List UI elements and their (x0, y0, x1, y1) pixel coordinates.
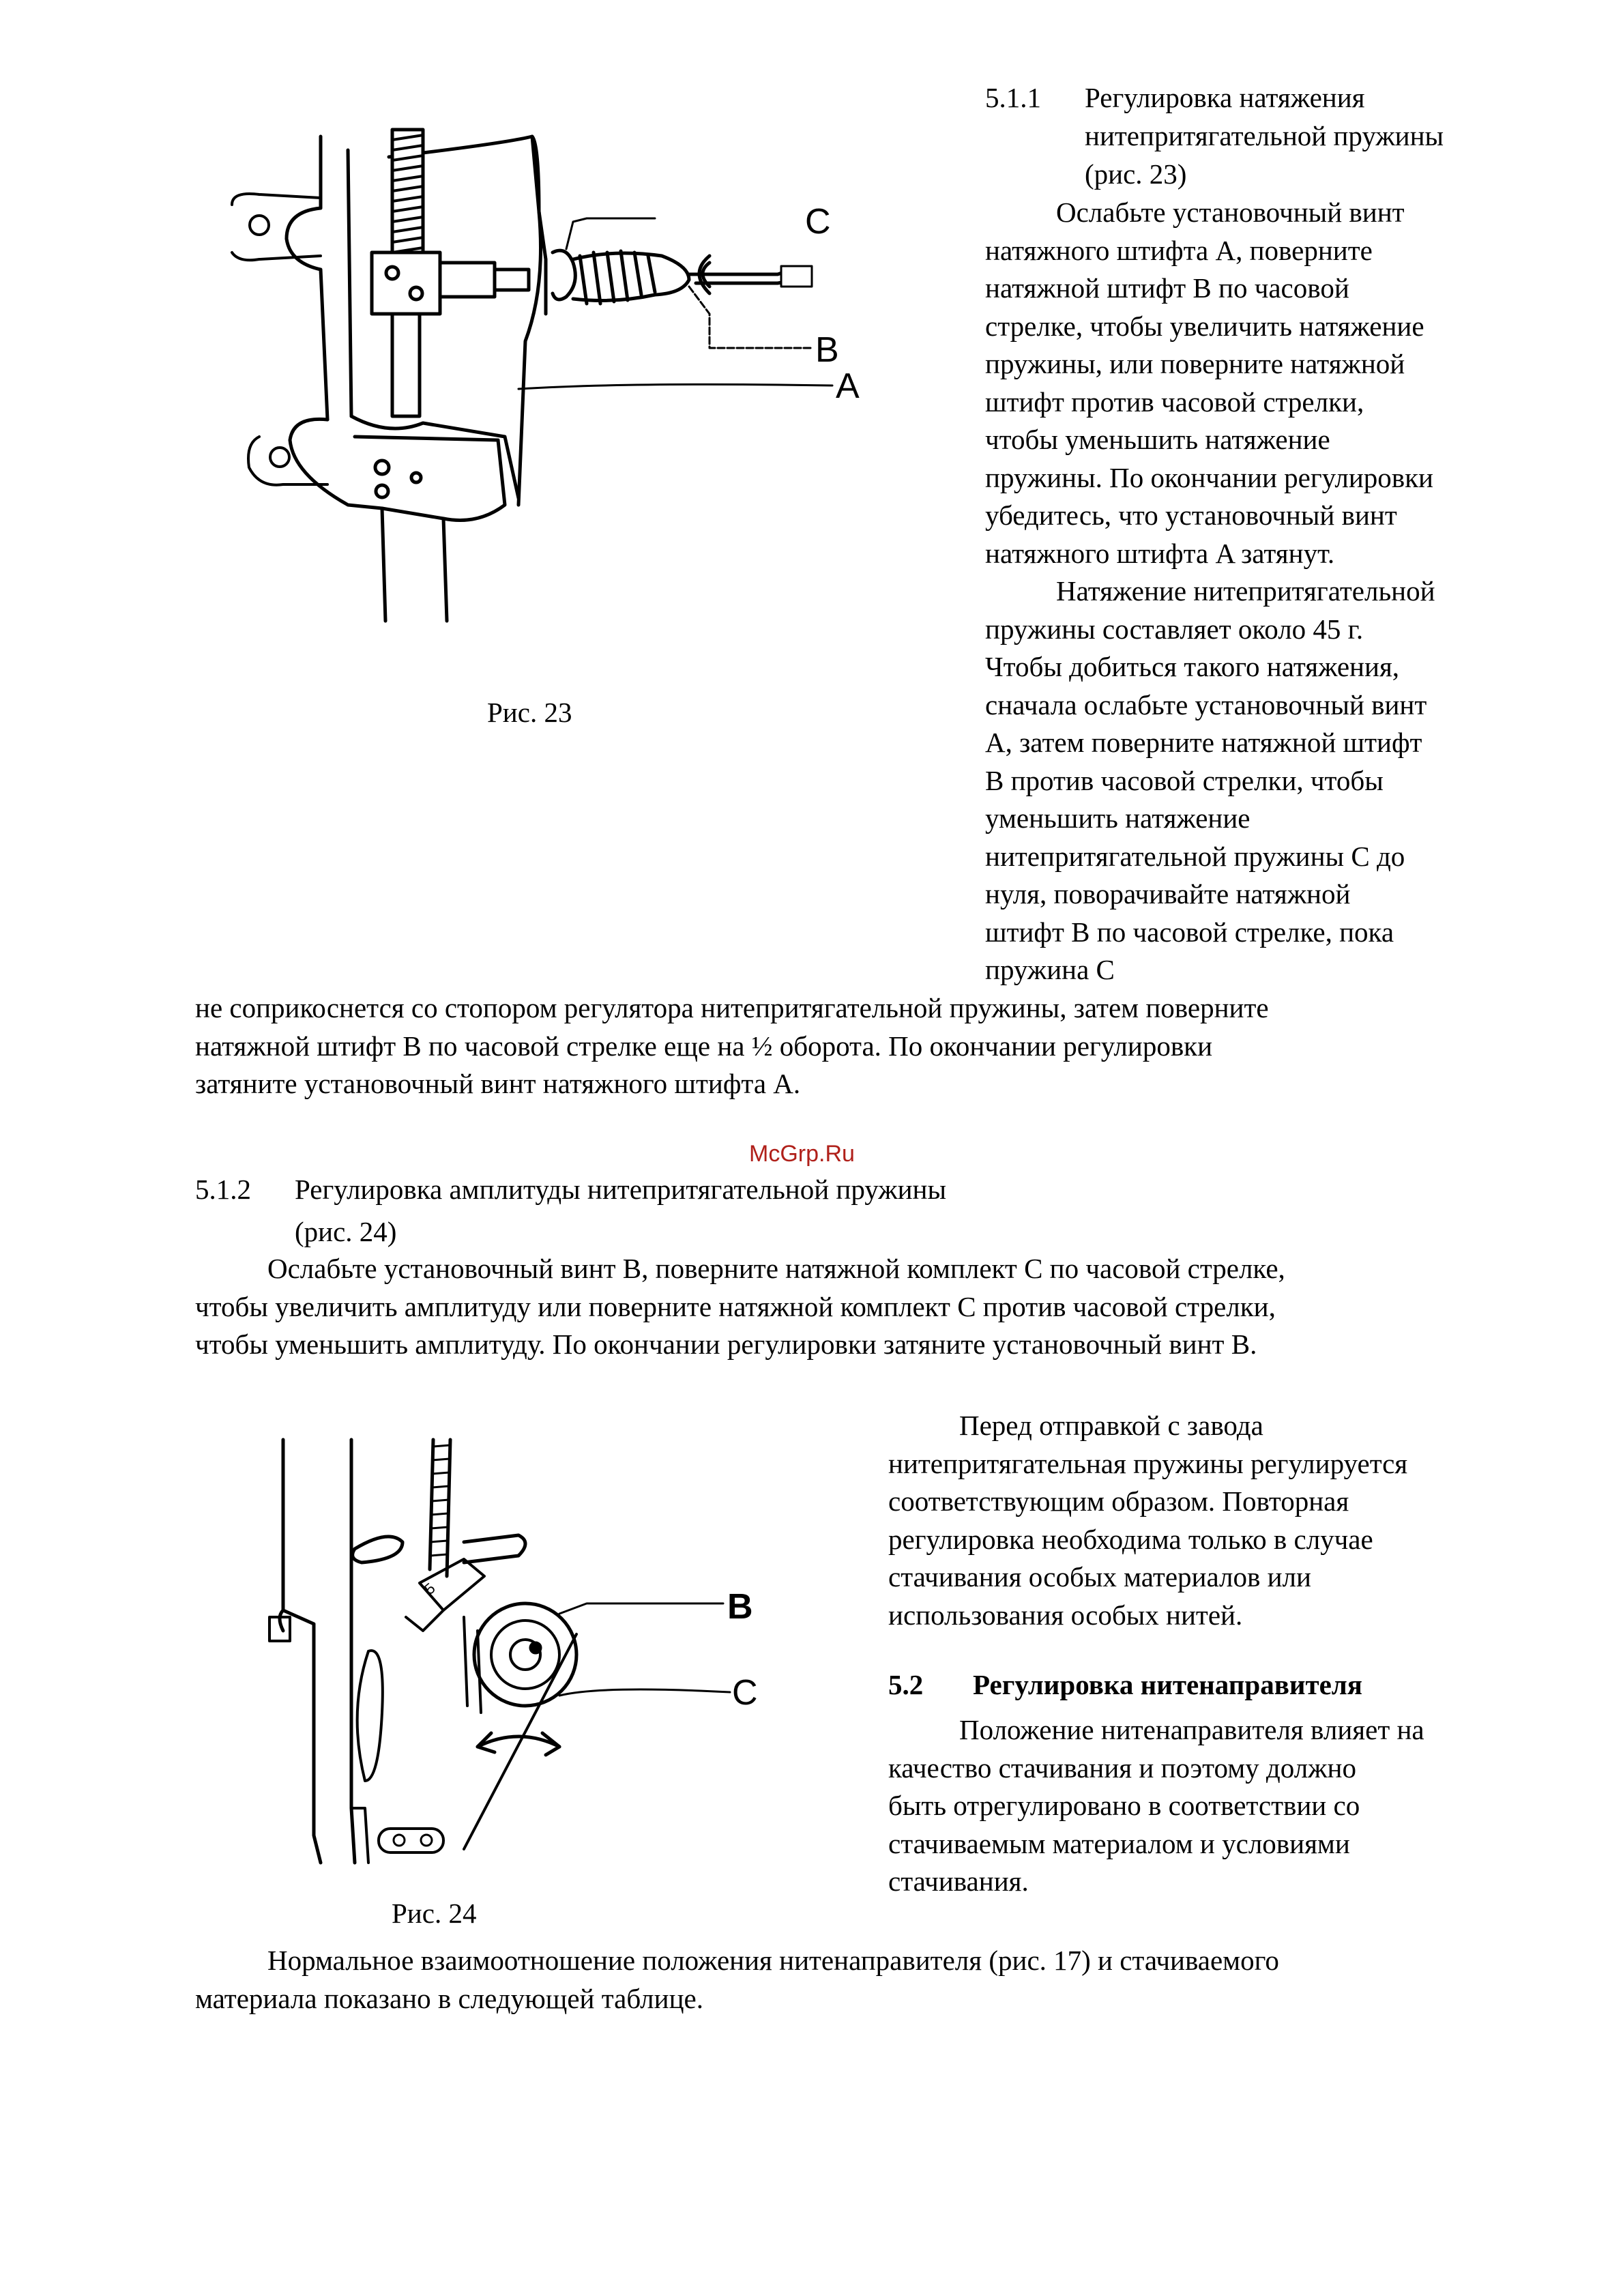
fig24-label-b: B (727, 1587, 753, 1627)
s511-text-line: пружины составляет около 45 г. (985, 613, 1364, 645)
factory-note-line: Перед отправкой с завода (959, 1410, 1263, 1441)
s511-text-line: стрелке, чтобы увеличить натяжение (985, 310, 1424, 342)
s52-text-line: стачивания. (888, 1865, 1029, 1897)
s511-text-line: чтобы уменьшить натяжение (985, 424, 1330, 455)
s511-text-line: пружины. По окончании регулировки (985, 461, 1433, 493)
bottom-text-line: Нормальное взаимоотношение положения нитенаправителя (рис. 17) и стачиваемого (267, 1945, 1279, 1976)
figure-23 (218, 116, 928, 635)
fig23-label-c: C (805, 202, 831, 242)
s512-title-ref: (рис. 24) (295, 1216, 397, 1247)
s512-title: Регулировка амплитуды нитепритягательной пружины (295, 1174, 947, 1205)
fig23-label-a: A (836, 366, 860, 406)
s52-number: 5.2 (888, 1669, 924, 1700)
factory-note-line: стачивания особых материалов или (888, 1561, 1311, 1593)
s52-text-line: стачиваемым материалом и условиями (888, 1827, 1350, 1859)
figure-24 (259, 1426, 805, 1876)
s511-text-line: нитепритягательной пружины C до (985, 840, 1405, 872)
s511-title-line-3: (рис. 23) (1085, 158, 1187, 190)
bottom-text-line: материала показано в следующей таблице. (195, 1982, 703, 2014)
s511-text-line: штифт B по часовой стрелке, пока (985, 916, 1394, 948)
s512-text-line: Ослабьте установочный винт B, поверните натяжной комплект C по часовой стрелке, (267, 1253, 1285, 1284)
watermark: McGrp.Ru (749, 1141, 855, 1167)
s511-full-line: натяжной штифт B по часовой стрелке еще на ½ оборота. По окончании регулировки (195, 1030, 1213, 1062)
s511-text-line: штифт против часовой стрелки, (985, 386, 1364, 418)
s511-text-line: нуля, поворачивайте натяжной (985, 878, 1351, 910)
s511-number: 5.1.1 (985, 82, 1041, 113)
fig23-label-b: B (815, 330, 839, 370)
fig24-scale-mark: 5 (421, 1579, 439, 1598)
s511-text-line: пружина C (985, 954, 1115, 985)
factory-note-line: регулировка необходима только в случае (888, 1523, 1373, 1555)
factory-note (888, 1407, 1407, 1634)
factory-note-line: использования особых нитей. (888, 1599, 1243, 1631)
s511-full-line: не соприкоснется со стопором регулятора нитепритягательной пружины, затем поверните (195, 992, 1269, 1023)
fig24-caption: Рис. 24 (392, 1898, 477, 1929)
s511-title-line-1: Регулировка натяжения (1085, 82, 1365, 113)
factory-note-line: нитепритягательная пружины регулируется (888, 1447, 1408, 1479)
s52-text-line: качество стачивания и поэтому должно (888, 1752, 1356, 1784)
factory-note-line: соответствующим образом. Повторная (888, 1485, 1349, 1517)
s511-text-line: сначала ослабьте установочный винт (985, 688, 1427, 721)
s511-text-line: A, затем поверните натяжной штифт (985, 727, 1422, 758)
s511-title-line-2: нитепритягательной пружины (1085, 120, 1444, 151)
s512-text (195, 1250, 1285, 1364)
s511-text-line: Натяжение нитепритягательной (1056, 575, 1435, 607)
s511-text-line: натяжного штифта A затянут. (985, 537, 1335, 569)
s512-number: 5.1.2 (195, 1174, 251, 1205)
s511-text-line: уменьшить натяжение (985, 802, 1251, 834)
bottom-text (195, 1942, 1279, 2018)
s511-text-line: Ослабьте установочный винт (1056, 197, 1405, 228)
s512-text-line: чтобы увеличить амплитуду или поверните натяжной комплект C против часовой стрелки, (195, 1290, 1276, 1322)
s511-full-width-text (195, 989, 1269, 1103)
s511-text-line: убедитесь, что установочный винт (985, 499, 1397, 531)
s511-text-line: B против часовой стрелки, чтобы (985, 764, 1384, 796)
s511-text (985, 194, 1435, 989)
s511-full-line: затяните установочный винт натяжного штифта A. (195, 1068, 801, 1099)
s52-text-line: быть отрегулировано в соответствии со (888, 1790, 1360, 1821)
s511-text-line: пружины, или поверните натяжной (985, 348, 1405, 379)
s52-text (888, 1711, 1424, 1901)
s511-text-line: Чтобы добиться такого натяжения, (985, 651, 1400, 682)
s52-title: Регулировка нитенаправителя (973, 1669, 1362, 1700)
fig23-caption: Рис. 23 (487, 697, 572, 728)
fig24-label-c: C (732, 1673, 758, 1713)
s512-text-line: чтобы уменьшить амплитуду. По окончании регулировки затяните установочный винт B. (195, 1328, 1257, 1360)
s511-text-line: натяжного штифта A, поверните (985, 234, 1373, 266)
s52-text-line: Положение нитенаправителя влияет на (959, 1714, 1424, 1745)
s511-text-line: натяжной штифт B по часовой (985, 272, 1349, 304)
